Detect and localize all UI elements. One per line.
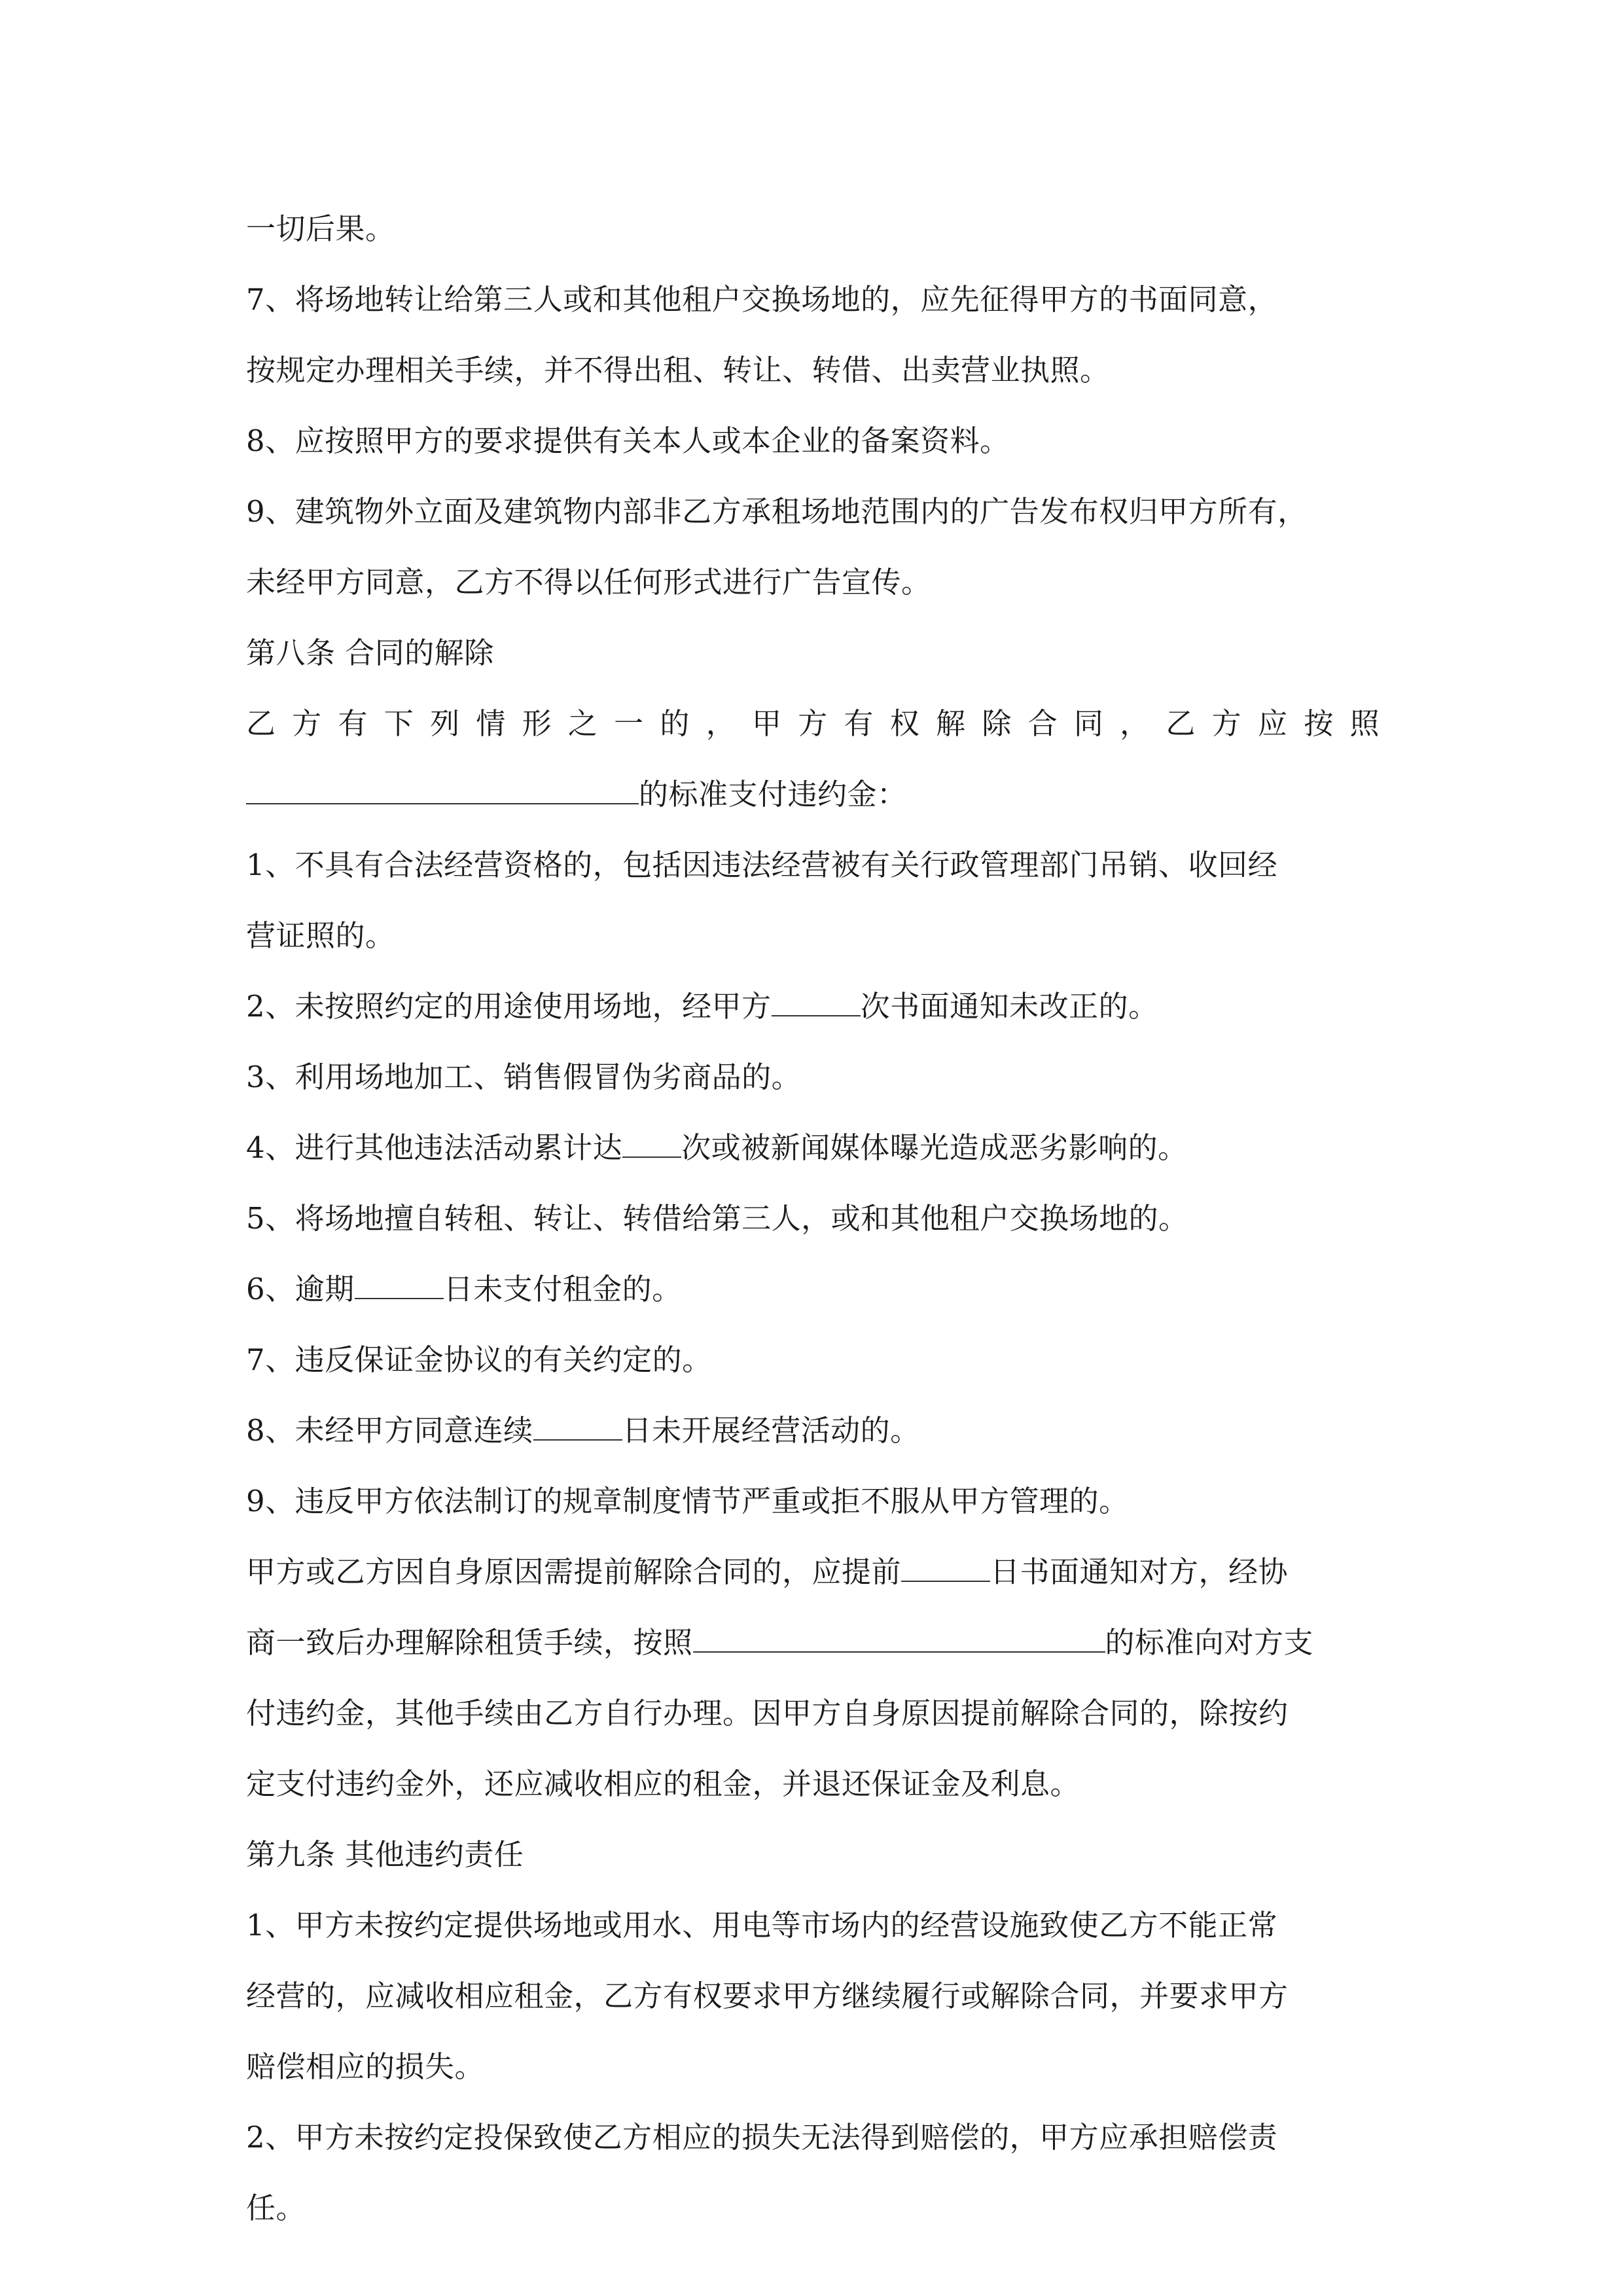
liability-item-2-line-2: 任。 — [246, 2191, 306, 2225]
notice-count-blank[interactable] — [772, 989, 861, 1016]
penalty-standard-blank[interactable] — [246, 777, 639, 804]
termination-intro-cont: 的标准支付违约金： — [246, 759, 1380, 830]
early-termination-line-4: 定支付违约金外，还应减收相应的租金，并退还保证金及利息。 — [246, 1767, 1080, 1801]
clause-9-line-1: 9、建筑物外立面及建筑物内部非乙方承租场地范围内的广告发布权归甲方所有， — [246, 494, 1308, 529]
termination-item-2: 2、未按照约定的用途使用场地，经甲方 次书面通知未改正的。 — [246, 989, 1158, 1024]
early-termination-line-2: 商一致后办理解除租赁手续，按照 的标准向对方支 — [246, 1625, 1314, 1660]
termination-item-7: 7、违反保证金协议的有关约定的。 — [246, 1342, 712, 1377]
clause-7-line-2: 按规定办理相关手续，并不得出租、转让、转借、出卖营业执照。 — [246, 353, 1110, 387]
early-termination-line-1: 甲方或乙方因自身原因需提前解除合同的，应提前 日书面通知对方，经协 — [246, 1554, 1289, 1589]
liability-item-1-line-2: 经营的，应减收相应租金，乙方有权要求甲方继续履行或解除合同，并要求甲方 — [246, 1979, 1289, 2013]
termination-item-4: 4、进行其他违法活动累计达 次或被新闻媒体曝光造成恶劣影响的。 — [246, 1130, 1188, 1165]
clause-7-line-1: 7、将场地转让给第三人或和其他租户交换场地的，应先征得甲方的书面同意， — [246, 282, 1278, 317]
termination-item-8: 8、未经甲方同意连续 日未开展经营活动的。 — [246, 1413, 920, 1448]
early-termination-line-3: 付违约金，其他手续由乙方自行办理。因甲方自身原因提前解除合同的，除按约 — [246, 1696, 1289, 1731]
violation-count-blank[interactable] — [622, 1130, 681, 1158]
liability-item-1-line-1: 1、甲方未按约定提供场地或用水、用电等市场内的经营设施致使乙方不能正常 — [246, 1908, 1278, 1943]
termination-item-3: 3、利用场地加工、销售假冒伪劣商品的。 — [246, 1060, 802, 1094]
termination-item-5: 5、将场地擅自转租、转让、转借给第三人，或和其他租户交换场地的。 — [246, 1201, 1188, 1236]
termination-item-1-line-1: 1、不具有合法经营资格的，包括因违法经营被有关行政管理部门吊销、收回经 — [246, 848, 1278, 882]
early-penalty-standard-blank[interactable] — [693, 1625, 1105, 1653]
contract-body — [246, 194, 1380, 2244]
overdue-days-blank[interactable] — [355, 1272, 444, 1299]
clause-8: 8、应按照甲方的要求提供有关本人或本企业的备案资料。 — [246, 423, 1010, 458]
idle-days-blank[interactable] — [533, 1413, 622, 1441]
clause-9-line-2: 未经甲方同意，乙方不得以任何形式进行广告宣传。 — [246, 565, 931, 600]
liability-item-1-line-3: 赔偿相应的损失。 — [246, 2049, 485, 2084]
termination-item-6: 6、逾期 日未支付租金的。 — [246, 1272, 682, 1306]
article-8-heading: 第八条 合同的解除 — [246, 636, 494, 670]
advance-notice-days-blank[interactable] — [901, 1554, 990, 1582]
termination-item-1-line-2: 营证照的。 — [246, 918, 395, 953]
termination-intro: 乙方有下列情形之一的，甲方有权解除合同，乙方应按照 — [246, 706, 1380, 741]
termination-item-9: 9、违反甲方依法制订的规章制度情节严重或拒不服从甲方管理的。 — [246, 1484, 1129, 1518]
article-9-heading: 第九条 其他违约责任 — [246, 1837, 524, 1872]
line-1: 一切后果。 — [246, 211, 395, 246]
liability-item-2-line-1: 2、甲方未按约定投保致使乙方相应的损失无法得到赔偿的，甲方应承担赔偿责 — [246, 2120, 1278, 2155]
